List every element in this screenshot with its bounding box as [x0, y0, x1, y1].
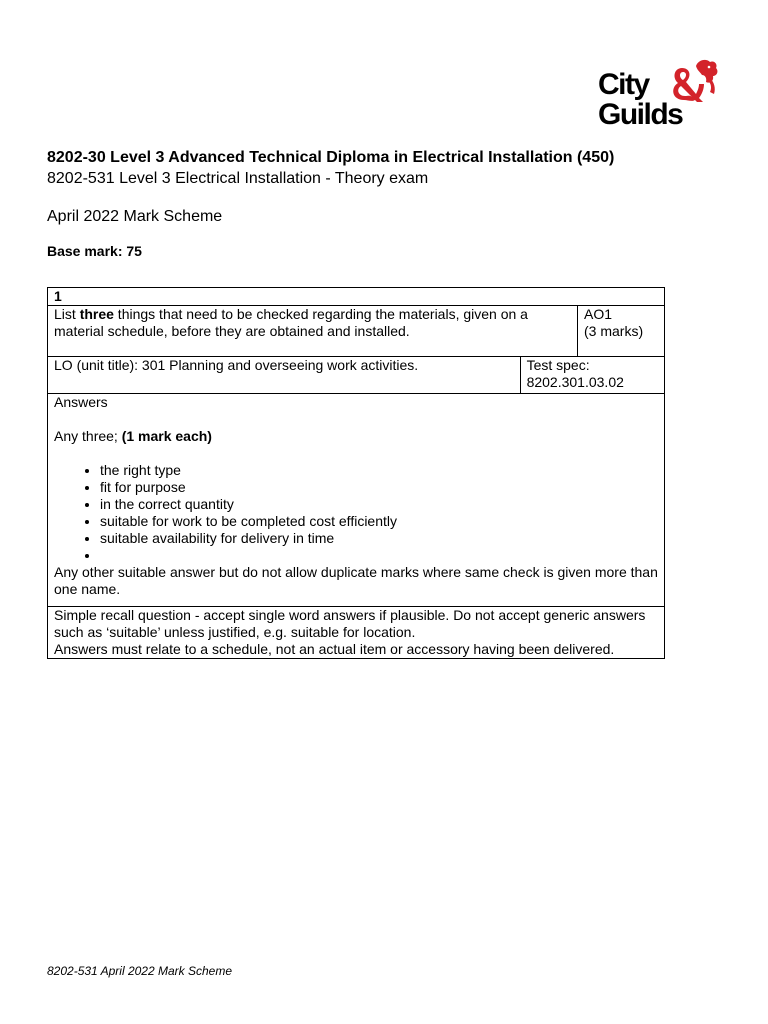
mark-scheme-title: April 2022 Mark Scheme: [47, 208, 223, 225]
logo-text-guilds: Guilds: [598, 98, 683, 131]
answer-item: • suitable for work to be completed cost efficiently: [100, 513, 658, 530]
guidance-line: Answers must relate to a schedule, not an actual item or accessory having been delivered.: [54, 641, 615, 657]
question-text-emphasis: three: [79, 306, 114, 322]
marking-instruction-text: Any three;: [54, 428, 122, 444]
answer-item: • fit for purpose: [100, 479, 658, 496]
question-number: 1: [48, 288, 665, 306]
question-text-end: things that need to be checked regarding the materials, given on a material schedule, before they are obtained and installed.: [54, 306, 528, 339]
answer-item: • in the correct quantity: [100, 496, 658, 513]
other-answers-note: Any other suitable answer but do not allow duplicate marks where same check is given more than one name.: [54, 564, 658, 597]
city-and-guilds-logo: [598, 56, 720, 132]
guidance-line: Simple recall question - accept single word answers if plausible. Do not accept generic answers such as ‘suitable’ unless justified, e.g. suitable for location.: [54, 607, 646, 640]
base-mark: Base mark: 75: [47, 243, 142, 259]
answers-section: [48, 394, 665, 607]
assessment-objective: [578, 306, 665, 357]
ao-marks: (3 marks): [584, 323, 644, 339]
ao-code: AO1: [584, 306, 613, 322]
question-table: [47, 287, 665, 659]
logo-text-city: City: [598, 68, 649, 101]
marking-guidance: [48, 607, 665, 659]
marking-instruction: [54, 428, 658, 445]
answer-list: [54, 462, 658, 564]
question-text-start: List: [54, 306, 80, 322]
question-text: [48, 306, 578, 357]
answer-item: • suitable availability for delivery in time: [100, 530, 658, 547]
lion-icon: [666, 56, 720, 106]
learning-outcome: LO (unit title): 301 Planning and overseeing work activities.: [48, 357, 521, 394]
answers-heading: Answers: [54, 394, 108, 410]
test-spec-value: 8202.301.03.02: [526, 374, 624, 390]
test-spec: [520, 357, 664, 394]
answer-item-empty: [100, 547, 658, 564]
test-spec-label: Test spec:: [526, 357, 590, 373]
exam-subtitle: 8202-531 Level 3 Electrical Installation - Theory exam: [47, 170, 429, 187]
answer-item: • the right type: [100, 462, 658, 479]
marking-instruction-marks: (1 mark each): [121, 428, 212, 444]
page-footer: 8202-531 April 2022 Mark Scheme: [47, 964, 232, 978]
document-title: 8202-30 Level 3 Advanced Technical Diploma in Electrical Installation (450): [47, 149, 615, 166]
